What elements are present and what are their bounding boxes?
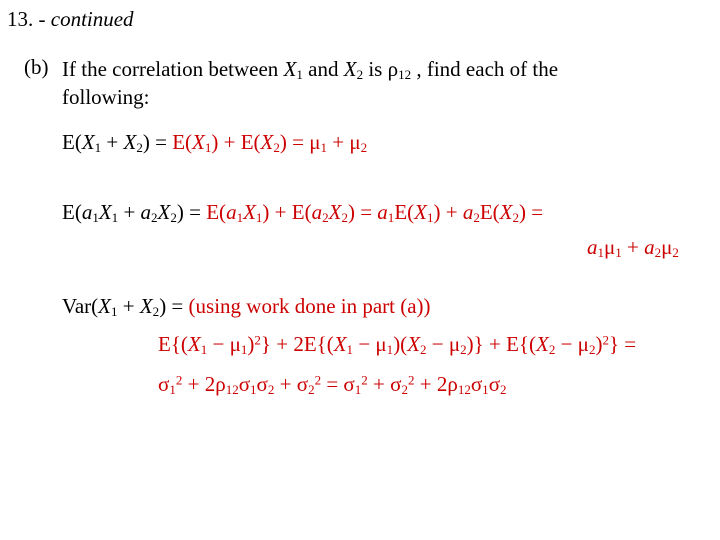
eq3-lhs: $Var(X_1 + X_2)$ = xyxy=(62,294,184,319)
eq2-lhs: $E(a_1X_1 + a_2X_2)$ = xyxy=(62,200,201,225)
eq1 xyxy=(62,132,367,153)
question-line-1: If the correlation between $X_1$ and $X_2$ is $\rho_{12}$ , find each of the xyxy=(62,57,559,82)
eq1-lhs: $E(X_1 + X_2)$ = xyxy=(62,130,167,155)
header-continued: continued xyxy=(50,7,134,31)
header-number: 13. - xyxy=(7,7,46,31)
eq3-note: (using work done in part (a)) xyxy=(188,294,431,318)
part-label: (b) xyxy=(24,55,49,79)
eq2-line-1 xyxy=(62,202,543,223)
question-line-2: following: xyxy=(62,85,150,109)
eq3-rhs-line-1: $E\{(X_1 - \mu_1)^2\} + 2E\{(X_1 - \mu_1)(X_2 - \mu_2)\} + E\{(X_2 - \mu_2)^2\}$ = xyxy=(158,332,637,357)
slide-header xyxy=(7,9,134,30)
eq3-line-1 xyxy=(62,296,431,317)
eq2-rhs-line-1: $E(a_1X_1) + E(a_2X_2) = a_1E(X_1) + a_2E(X_2)$ = xyxy=(206,200,544,225)
eq2-rhs-line-2: $a_1\mu_1 + a_2\mu_2$ xyxy=(587,235,679,260)
eq1-rhs: $E(X_1) + E(X_2) = \mu_1 + \mu_2$ xyxy=(172,130,368,155)
eq3-rhs-line-2: $\sigma_1^2 + 2\rho_{12}\sigma_1\sigma_2 + \sigma_2^2 = \sigma_1^2 + \sigma_2^2 + 2\rho_{12}\sigma_1\sigma_2$ xyxy=(158,372,507,397)
